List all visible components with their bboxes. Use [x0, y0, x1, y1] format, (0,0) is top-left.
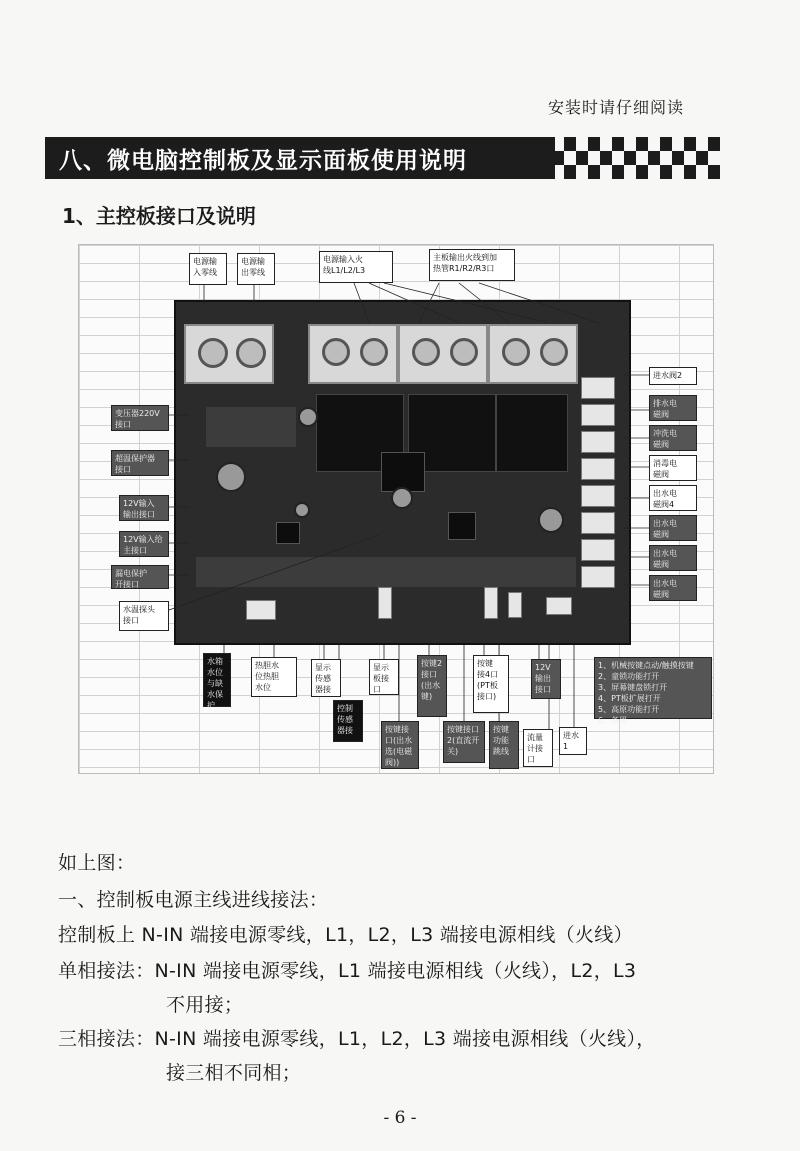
wiring-line-1: 控制板上 N-IN 端接电源零线，L1，L2，L3 端接电源相线（火线）: [58, 924, 633, 946]
label-neutral-out: 电源输 出零线: [237, 253, 275, 285]
label-12v-out: 12V 输出 接口: [531, 659, 561, 699]
page-number: - 6 -: [383, 1108, 417, 1128]
single-phase-line: 单相接法：N-IN 端接电源零线，L1 端接电源相线（火线），L2，L3: [58, 960, 637, 982]
note-1: 1、机械按键点动/触摸按键: [598, 661, 694, 670]
note-6: 6、备用: [598, 716, 628, 725]
label-12v-io: 12V输入 输出接口: [119, 495, 169, 521]
checker-decoration: [540, 137, 720, 179]
label-neutral-in: 电源输 入零线: [189, 253, 227, 285]
subsection-title: 1、主控板接口及说明: [62, 204, 256, 228]
label-flowmeter: 流量 计接 口: [523, 729, 553, 767]
three-phase-line: 三相接法：N-IN 端接电源零线，L1，L2，L3 端接电源相线（火线），: [58, 1028, 656, 1050]
label-key-func: 按键接口 2(直流开 关): [443, 721, 485, 763]
label-display-sensor: 显示 传感 器接: [311, 659, 341, 697]
label-disinfect: 消毒电 磁阀: [649, 455, 697, 481]
three-phase-cont: 接三相不同相；: [166, 1062, 302, 1084]
note-3: 3、屏幕键盘锁打开: [598, 683, 668, 692]
notes-box: [594, 657, 712, 725]
label-leak: 漏电保护 开接口: [111, 565, 169, 589]
label-flush: 冲洗电 磁阀: [649, 425, 697, 451]
wiring-heading: 一、控制板电源主线进线接法：: [58, 889, 329, 911]
intro-text: 如上图：: [58, 852, 136, 874]
label-key4: 按键 接4口 (PT板 接口): [473, 655, 509, 713]
label-probe: 水温探头 接口: [119, 601, 169, 631]
label-outlet-b: 出水电 磁阀: [649, 545, 697, 571]
label-live-out: 主板输出火线到加 热管R1/R2/R3口: [429, 249, 515, 281]
note-2: 2、童锁功能打开: [598, 672, 660, 681]
label-control-sensor: 控制 传感 器接: [333, 700, 363, 742]
board-diagram: [78, 244, 714, 774]
label-tank-level: 水箱 水位 与缺 水保 护: [203, 653, 231, 707]
label-outlet-c: 出水电 磁阀: [649, 575, 697, 601]
label-outlet4: 出水电 磁阀4: [649, 485, 697, 511]
label-12v-in: 12V输入给 主接口: [119, 531, 169, 557]
label-key2: 按键2 接口 (出水 键): [417, 655, 447, 717]
label-outlet-a: 出水电 磁阀: [649, 515, 697, 541]
note-5: 5、高原功能打开: [598, 705, 660, 714]
label-key-port: 按键接 口(出水 选(电磁 阀)): [381, 721, 419, 769]
section-title: 八、微电脑控制板及显示面板使用说明: [45, 137, 555, 179]
label-overheat: 超温保护器 接口: [111, 450, 169, 476]
note-4: 4、PT板扩展打开: [598, 694, 661, 703]
label-inlet2: 进水阀2: [649, 367, 697, 385]
label-live-in: 电源输入火 线L1/L2/L3: [319, 251, 393, 283]
label-inlet1: 进水 1: [559, 727, 587, 755]
label-key-func2: 按键 功能 跳线: [489, 721, 519, 769]
label-display-board: 显示 板接 口: [369, 659, 399, 695]
label-transformer: 变压器220V 接口: [111, 405, 169, 431]
header-note: 安装时请仔细阅读: [548, 98, 685, 117]
single-phase-cont: 不用接；: [166, 994, 244, 1016]
label-drain: 排水电 磁阀: [649, 395, 697, 421]
label-heat-level: 热胆水 位热胆 水位: [251, 657, 297, 697]
